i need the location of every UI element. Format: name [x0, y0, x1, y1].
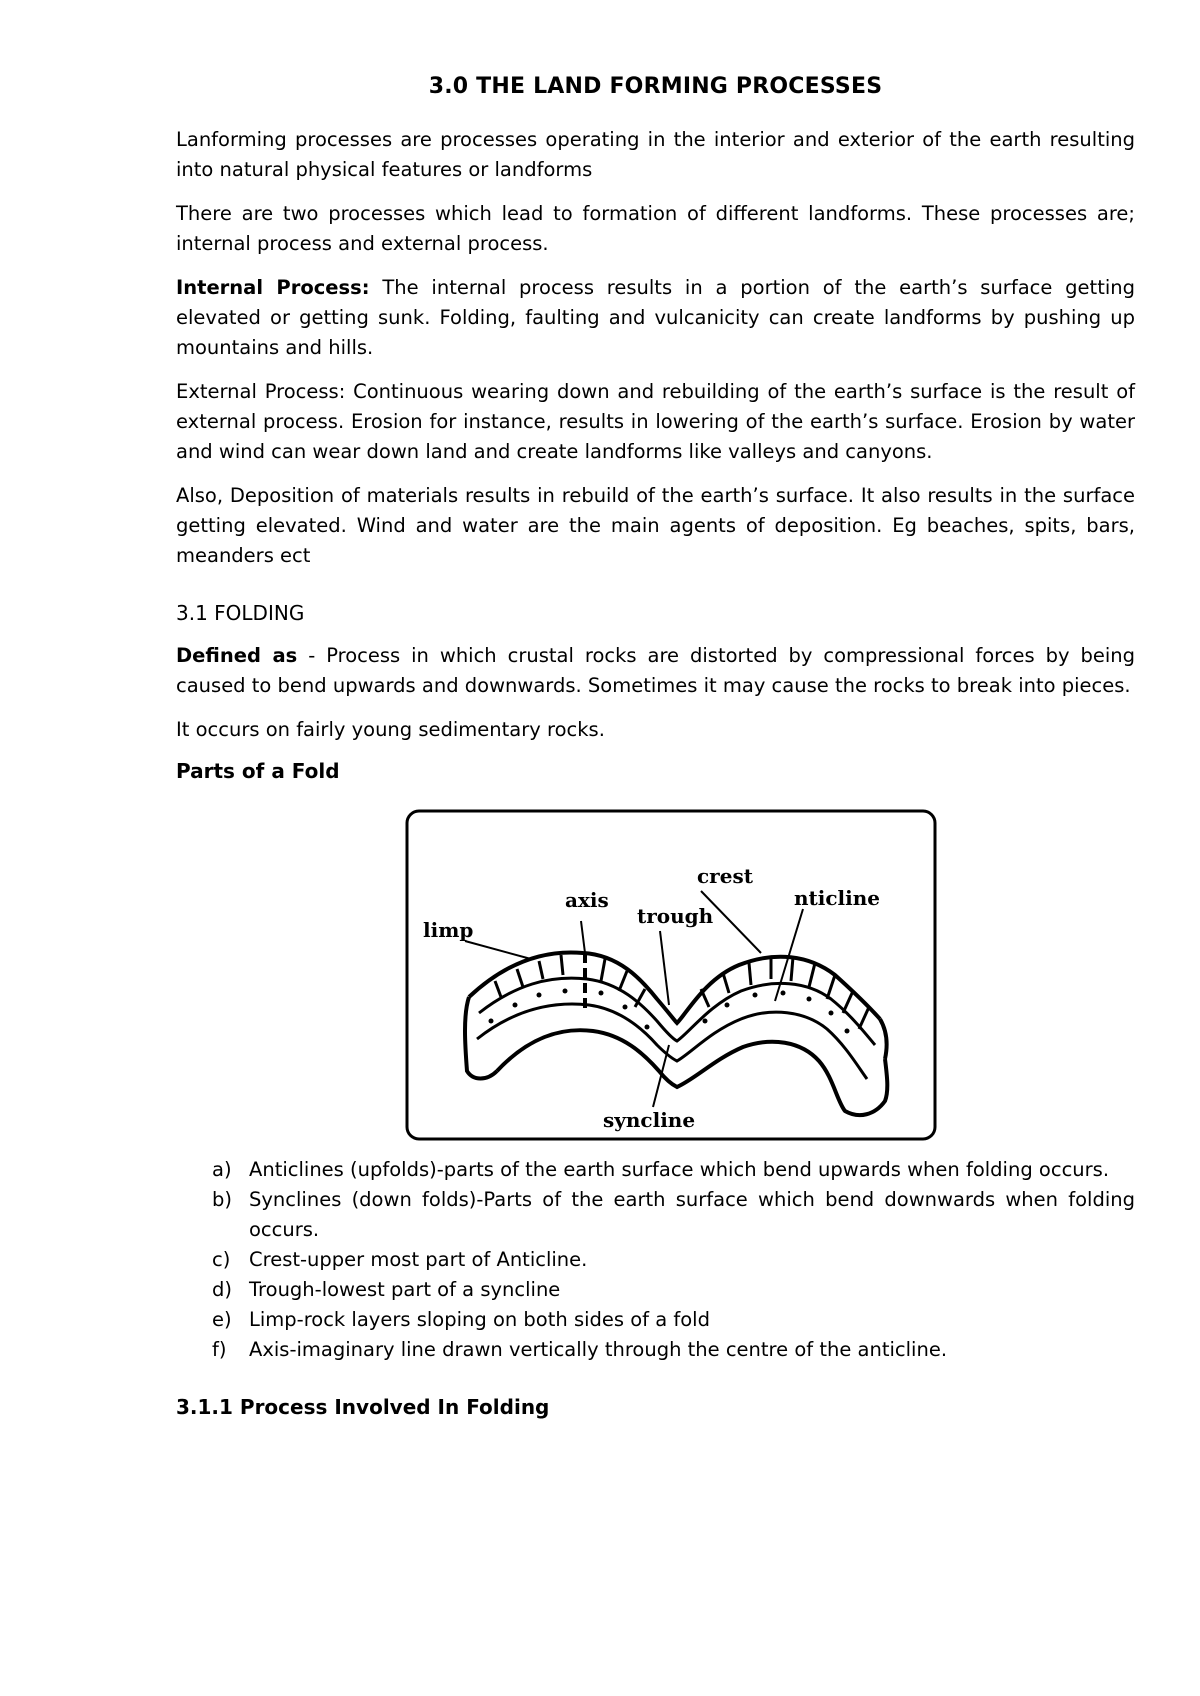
diagram-frame	[407, 811, 935, 1139]
deposition-paragraph: Also, Deposition of materials results in rebuild of the earth’s surface. It also results in the surface getting elevated. Wind and water are the main agents of deposition. Eg beaches, spits, bars, meanders ect	[176, 484, 1135, 567]
process-involved-heading: 3.1.1 Process Involved In Folding	[176, 1395, 550, 1419]
internal-process-text: The internal process results in a portion of the earth’s surface getting elevated or getting sunk. Folding, faulting and vulcanicity can create landforms by pushing up mountains and hills.	[176, 276, 1135, 359]
two-processes-paragraph: There are two processes which lead to formation of different landforms. These processes are; internal process and external process.	[176, 202, 1135, 255]
list-item: f) Axis-imaginary line drawn vertically through the centre of the anticline.	[212, 1338, 948, 1361]
folding-heading: 3.1 FOLDING	[176, 601, 305, 625]
definition-label: Defined as	[176, 644, 298, 667]
list-item: b) Synclines (down folds)-Parts of the earth surface which bend downwards when folding occurs.	[212, 1188, 1135, 1241]
fold-parts-list	[176, 1155, 1135, 1365]
label-crest: crest	[697, 864, 753, 888]
occurs-paragraph: It occurs on fairly young sedimentary rocks.	[176, 718, 605, 741]
internal-process-paragraph	[176, 273, 1135, 363]
external-process-paragraph: External Process: Continuous wearing down and rebuilding of the earth’s surface is the result of external process. Erosion for instance, results in lowering of the earth’s surface. Erosion by water and wind can wear down land and create landforms like valleys and canyons.	[176, 380, 1135, 463]
list-item: c) Crest-upper most part of Anticline.	[212, 1248, 588, 1271]
list-item: e) Limp-rock layers sloping on both sides of a fold	[212, 1308, 710, 1331]
list-item: a) Anticlines (upfolds)-parts of the earth surface which bend upwards when folding occurs.	[212, 1158, 1110, 1181]
fold-diagram	[405, 809, 937, 1141]
fold-diagram-svg	[405, 809, 937, 1141]
document-title: 3.0 THE LAND FORMING PROCESSES	[428, 74, 883, 99]
folding-definition-paragraph	[176, 641, 1135, 701]
label-anticline: nticline	[794, 886, 881, 910]
definition-text: - Process in which crustal rocks are distorted by compressional forces by being caused to bend upwards and downwards. Sometimes it may cause the rocks to break into pieces.	[176, 644, 1135, 697]
intro-paragraph: Lanforming processes are processes operating in the interior and exterior of the earth resulting into natural physical features or landforms	[176, 128, 1135, 181]
label-limp: limp	[423, 918, 474, 942]
internal-process-label: Internal Process:	[176, 276, 370, 299]
label-trough: trough	[637, 904, 714, 928]
document-page	[176, 64, 1135, 1419]
label-axis: axis	[565, 888, 609, 912]
list-item: d) Trough-lowest part of a syncline	[212, 1278, 561, 1301]
label-syncline: syncline	[603, 1108, 696, 1132]
parts-of-fold-heading: Parts of a Fold	[176, 759, 340, 783]
